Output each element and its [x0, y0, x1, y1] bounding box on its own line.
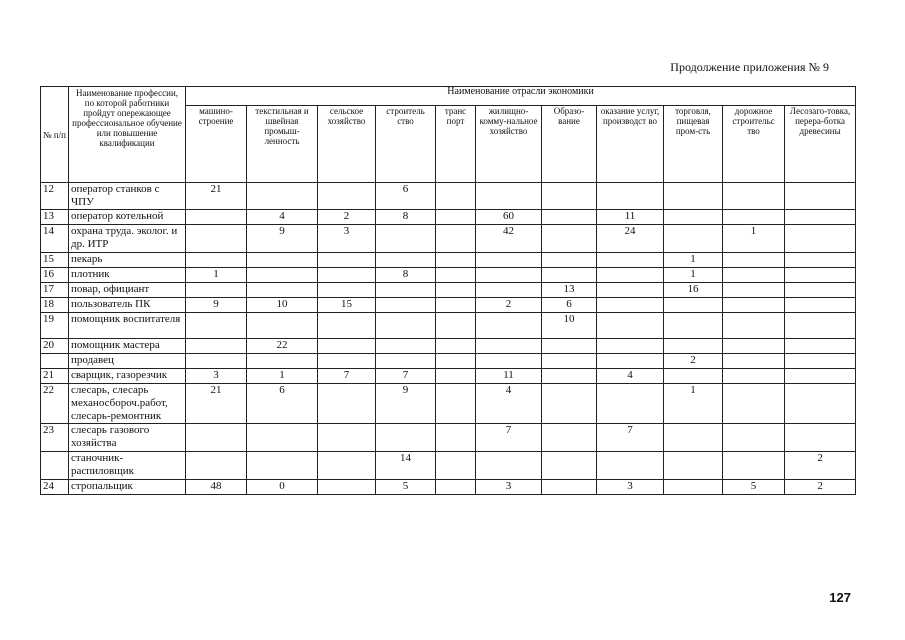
value-cell	[785, 424, 856, 452]
value-cell	[376, 283, 436, 298]
header-profession: Наименование профессии, по которой работники пройдут опережающее профессиональное обучение или повышение квалификации	[69, 87, 186, 183]
column-header: оказание услуг, производст во	[597, 106, 664, 183]
value-cell	[476, 354, 542, 369]
value-cell	[476, 253, 542, 268]
value-cell	[247, 424, 318, 452]
value-cell	[785, 369, 856, 384]
row-number: 22	[41, 384, 69, 424]
profession-name: охрана труда. эколог. и др. ИТР	[69, 225, 186, 253]
value-cell	[186, 354, 247, 369]
value-cell: 7	[597, 424, 664, 452]
value-cell: 6	[247, 384, 318, 424]
value-cell	[436, 384, 476, 424]
profession-name: слесарь, слесарь механосбороч.работ, слесарь-ремонтник	[69, 384, 186, 424]
value-cell	[318, 480, 376, 495]
header-row-group	[41, 87, 856, 106]
page-header: Продолжение приложения № 9	[670, 60, 829, 74]
value-cell: 24	[597, 225, 664, 253]
value-cell	[186, 313, 247, 339]
value-cell	[723, 253, 785, 268]
value-cell	[436, 253, 476, 268]
value-cell	[476, 268, 542, 283]
column-header: Лесозаго-товка, перера-ботка древесины	[785, 106, 856, 183]
value-cell	[597, 452, 664, 480]
value-cell: 15	[318, 298, 376, 313]
value-cell: 1	[664, 384, 723, 424]
row-number: 13	[41, 210, 69, 225]
value-cell	[785, 225, 856, 253]
value-cell: 10	[542, 313, 597, 339]
value-cell	[785, 313, 856, 339]
value-cell	[186, 253, 247, 268]
value-cell	[318, 268, 376, 283]
value-cell: 1	[247, 369, 318, 384]
profession-name: помощник воспитателя	[69, 313, 186, 339]
profession-name: продавец	[69, 354, 186, 369]
table-row	[41, 452, 856, 480]
value-cell	[376, 313, 436, 339]
value-cell	[723, 313, 785, 339]
value-cell	[318, 424, 376, 452]
value-cell: 6	[376, 183, 436, 210]
value-cell	[785, 298, 856, 313]
row-number: 15	[41, 253, 69, 268]
column-header: строитель ство	[376, 106, 436, 183]
value-cell: 42	[476, 225, 542, 253]
value-cell: 5	[723, 480, 785, 495]
value-cell: 9	[376, 384, 436, 424]
value-cell	[186, 452, 247, 480]
column-header: торговля, пищевая пром-сть	[664, 106, 723, 183]
value-cell	[723, 210, 785, 225]
profession-name: пекарь	[69, 253, 186, 268]
profession-name: оператор котельной	[69, 210, 186, 225]
value-cell: 1	[664, 268, 723, 283]
value-cell: 3	[597, 480, 664, 495]
value-cell: 2	[785, 480, 856, 495]
value-cell: 0	[247, 480, 318, 495]
profession-table	[40, 86, 856, 495]
table-body	[41, 183, 856, 495]
value-cell	[476, 283, 542, 298]
header-number: № п/п	[41, 87, 69, 183]
value-cell: 5	[376, 480, 436, 495]
value-cell	[318, 384, 376, 424]
value-cell	[318, 354, 376, 369]
row-number: 24	[41, 480, 69, 495]
profession-name: сварщик, газорезчик	[69, 369, 186, 384]
value-cell: 3	[186, 369, 247, 384]
value-cell	[542, 225, 597, 253]
value-cell	[186, 339, 247, 354]
value-cell	[723, 354, 785, 369]
value-cell	[436, 452, 476, 480]
row-number: 12	[41, 183, 69, 210]
table-row	[41, 354, 856, 369]
profession-name: повар, официант	[69, 283, 186, 298]
value-cell	[664, 339, 723, 354]
column-header: дорожное строительс тво	[723, 106, 785, 183]
table-row	[41, 225, 856, 253]
value-cell: 14	[376, 452, 436, 480]
value-cell	[542, 253, 597, 268]
value-cell	[723, 424, 785, 452]
value-cell	[785, 268, 856, 283]
profession-name: плотник	[69, 268, 186, 283]
table-row	[41, 268, 856, 283]
value-cell	[785, 384, 856, 424]
value-cell	[664, 225, 723, 253]
value-cell	[785, 283, 856, 298]
value-cell	[542, 210, 597, 225]
value-cell	[664, 183, 723, 210]
column-header: транс порт	[436, 106, 476, 183]
table-row	[41, 183, 856, 210]
value-cell	[376, 354, 436, 369]
value-cell: 21	[186, 183, 247, 210]
value-cell	[247, 183, 318, 210]
value-cell: 3	[318, 225, 376, 253]
row-number: 23	[41, 424, 69, 452]
table-row	[41, 424, 856, 452]
value-cell: 4	[597, 369, 664, 384]
value-cell	[436, 210, 476, 225]
value-cell	[318, 183, 376, 210]
row-number: 21	[41, 369, 69, 384]
value-cell: 2	[785, 452, 856, 480]
value-cell	[476, 339, 542, 354]
value-cell	[436, 339, 476, 354]
value-cell	[542, 480, 597, 495]
table-row	[41, 298, 856, 313]
value-cell	[247, 253, 318, 268]
value-cell: 4	[247, 210, 318, 225]
value-cell	[542, 424, 597, 452]
value-cell: 4	[476, 384, 542, 424]
value-cell	[723, 384, 785, 424]
table-row	[41, 313, 856, 339]
value-cell	[542, 268, 597, 283]
value-cell: 2	[664, 354, 723, 369]
value-cell	[597, 354, 664, 369]
value-cell	[664, 424, 723, 452]
profession-name: пользователь ПК	[69, 298, 186, 313]
value-cell	[597, 384, 664, 424]
value-cell	[376, 253, 436, 268]
value-cell	[785, 183, 856, 210]
value-cell	[597, 313, 664, 339]
value-cell	[597, 183, 664, 210]
table-row	[41, 339, 856, 354]
value-cell	[723, 283, 785, 298]
value-cell	[318, 339, 376, 354]
row-number: 19	[41, 313, 69, 339]
value-cell	[542, 384, 597, 424]
row-number: 18	[41, 298, 69, 313]
value-cell: 10	[247, 298, 318, 313]
value-cell	[186, 225, 247, 253]
value-cell	[723, 183, 785, 210]
value-cell	[476, 452, 542, 480]
table-row	[41, 384, 856, 424]
value-cell	[542, 339, 597, 354]
value-cell	[785, 210, 856, 225]
value-cell	[597, 268, 664, 283]
table-row	[41, 369, 856, 384]
value-cell	[436, 369, 476, 384]
value-cell	[436, 480, 476, 495]
value-cell: 11	[476, 369, 542, 384]
row-number: 20	[41, 339, 69, 354]
column-header: сельское хозяйство	[318, 106, 376, 183]
value-cell	[436, 298, 476, 313]
value-cell: 48	[186, 480, 247, 495]
page-number: 127	[829, 590, 851, 605]
row-number: 17	[41, 283, 69, 298]
value-cell	[785, 253, 856, 268]
value-cell	[436, 283, 476, 298]
table-row	[41, 480, 856, 495]
value-cell	[785, 354, 856, 369]
value-cell	[318, 253, 376, 268]
value-cell	[597, 298, 664, 313]
value-cell	[476, 183, 542, 210]
value-cell	[542, 452, 597, 480]
value-cell	[597, 339, 664, 354]
value-cell: 8	[376, 210, 436, 225]
value-cell	[247, 354, 318, 369]
value-cell: 7	[376, 369, 436, 384]
value-cell: 16	[664, 283, 723, 298]
row-number	[41, 452, 69, 480]
value-cell: 8	[376, 268, 436, 283]
value-cell	[318, 313, 376, 339]
value-cell	[723, 339, 785, 354]
value-cell	[597, 283, 664, 298]
value-cell	[723, 298, 785, 313]
value-cell: 13	[542, 283, 597, 298]
header-industry-group: Наименование отрасли экономики	[186, 87, 856, 106]
column-header: машино-строение	[186, 106, 247, 183]
profession-name: слесарь газового хозяйства	[69, 424, 186, 452]
value-cell: 1	[723, 225, 785, 253]
value-cell	[664, 480, 723, 495]
profession-name: оператор станков с ЧПУ	[69, 183, 186, 210]
value-cell	[318, 452, 376, 480]
value-cell	[723, 268, 785, 283]
value-cell: 21	[186, 384, 247, 424]
value-cell: 9	[186, 298, 247, 313]
row-number	[41, 354, 69, 369]
value-cell: 2	[476, 298, 542, 313]
profession-name: стропальщик	[69, 480, 186, 495]
value-cell	[436, 354, 476, 369]
value-cell	[247, 313, 318, 339]
value-cell	[664, 369, 723, 384]
value-cell	[542, 183, 597, 210]
value-cell	[664, 298, 723, 313]
value-cell: 2	[318, 210, 376, 225]
value-cell: 11	[597, 210, 664, 225]
value-cell	[436, 424, 476, 452]
profession-name: станочник-распиловщик	[69, 452, 186, 480]
value-cell: 1	[664, 253, 723, 268]
value-cell	[723, 452, 785, 480]
value-cell	[186, 283, 247, 298]
value-cell	[318, 283, 376, 298]
value-cell	[436, 183, 476, 210]
value-cell	[436, 225, 476, 253]
value-cell	[376, 424, 436, 452]
value-cell	[476, 313, 542, 339]
row-number: 14	[41, 225, 69, 253]
value-cell	[186, 210, 247, 225]
value-cell: 6	[542, 298, 597, 313]
value-cell: 7	[318, 369, 376, 384]
table-row	[41, 283, 856, 298]
column-header: текстильная и швейная промыш-ленность	[247, 106, 318, 183]
value-cell	[376, 298, 436, 313]
value-cell: 22	[247, 339, 318, 354]
value-cell	[247, 268, 318, 283]
value-cell	[664, 452, 723, 480]
value-cell	[186, 424, 247, 452]
column-header: Образо-вание	[542, 106, 597, 183]
value-cell	[376, 339, 436, 354]
value-cell	[664, 210, 723, 225]
row-number: 16	[41, 268, 69, 283]
value-cell: 9	[247, 225, 318, 253]
value-cell: 7	[476, 424, 542, 452]
value-cell	[376, 225, 436, 253]
value-cell: 1	[186, 268, 247, 283]
value-cell	[247, 283, 318, 298]
value-cell: 3	[476, 480, 542, 495]
profession-name: помощник мастера	[69, 339, 186, 354]
column-header: жилищно-комму-нальное хозяйство	[476, 106, 542, 183]
value-cell	[597, 253, 664, 268]
value-cell	[436, 268, 476, 283]
value-cell	[785, 339, 856, 354]
table-row	[41, 253, 856, 268]
value-cell	[436, 313, 476, 339]
value-cell: 60	[476, 210, 542, 225]
value-cell	[542, 369, 597, 384]
value-cell	[542, 354, 597, 369]
value-cell	[247, 452, 318, 480]
value-cell	[723, 369, 785, 384]
value-cell	[664, 313, 723, 339]
table-row	[41, 210, 856, 225]
